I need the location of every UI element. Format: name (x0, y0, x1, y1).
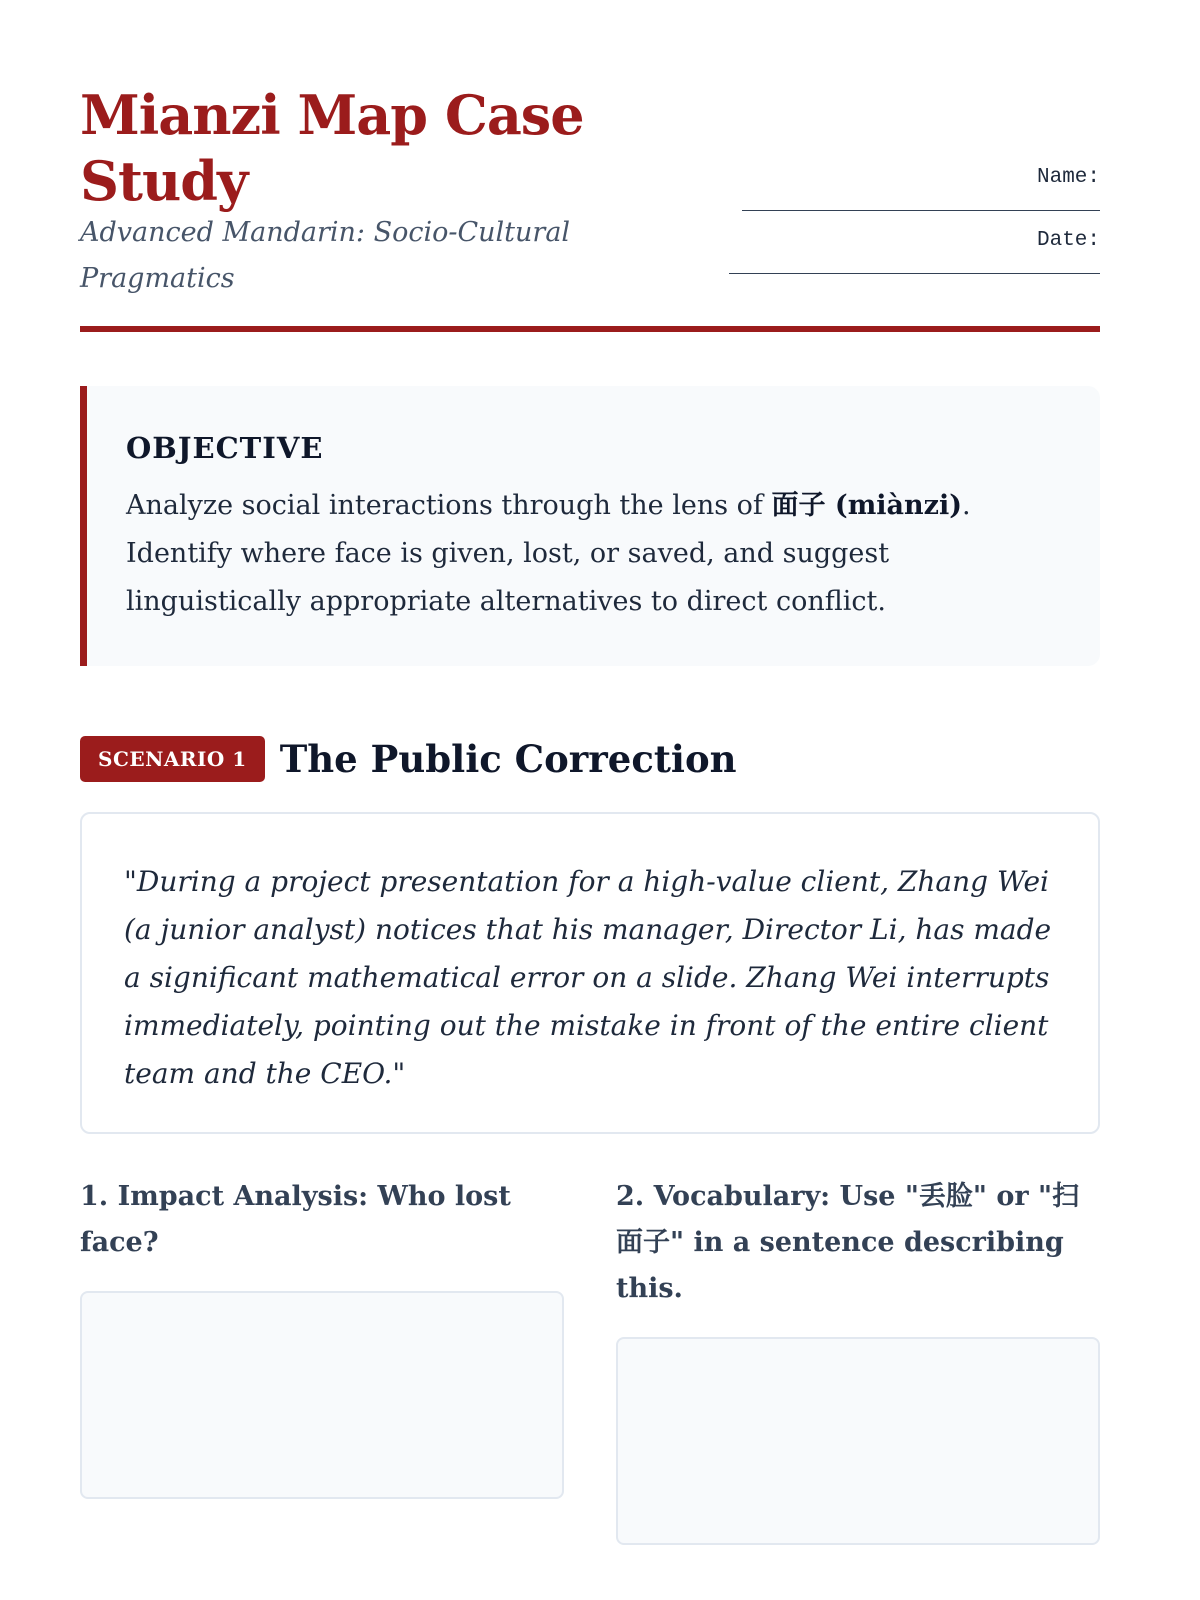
objective-text-after: . Identify where face is given, lost, or saved, and suggest linguistically appropriate alternatives to direct conflict. (126, 490, 971, 617)
question-label: 1. Impact Analysis: Who lost face? (80, 1181, 511, 1258)
scenario-badge: SCENARIO 1 (80, 736, 265, 782)
date-label: Date: (1036, 229, 1100, 252)
objective-highlight: 面子 (miànzi) (771, 490, 963, 521)
name-field[interactable] (742, 210, 1100, 211)
page-subtitle: Advanced Mandarin: Socio-Cultural Pragmatics (80, 217, 571, 294)
scenario-heading (80, 735, 737, 783)
scenario-quote-box (80, 812, 1100, 1134)
question-label: 2. Vocabulary: Use "丢脸" or "扫面子" in a sentence describing this. (616, 1181, 1080, 1304)
scenario-title: The Public Correction (279, 737, 737, 781)
student-info (720, 160, 1100, 274)
header-divider (80, 326, 1100, 332)
question-impact-analysis (80, 1174, 564, 1266)
answer-box-impact-analysis[interactable] (80, 1291, 564, 1499)
objective-text-before: Analyze social interactions through the lens of (126, 490, 772, 521)
answer-box-vocabulary[interactable] (616, 1337, 1100, 1545)
objective-text (126, 482, 1060, 626)
worksheet-page (80, 0, 1100, 1304)
scenario-quote: "During a project presentation for a high-value client, Zhang Wei (a junior analyst) notices that his manager, Director Li, has made a significant mathematical error on a slide. Zhang Wei interrupts immediately, pointing out the mistake in front of the entire client team and the CEO." (124, 865, 1052, 1090)
date-field[interactable] (729, 273, 1100, 274)
name-label: Name: (1036, 166, 1100, 189)
objective-heading: OBJECTIVE (126, 431, 324, 465)
question-vocabulary (616, 1174, 1100, 1312)
objective-panel (80, 386, 1100, 666)
page-title: Mianzi Map Case Study (80, 83, 584, 213)
worksheet-header (80, 0, 1100, 334)
